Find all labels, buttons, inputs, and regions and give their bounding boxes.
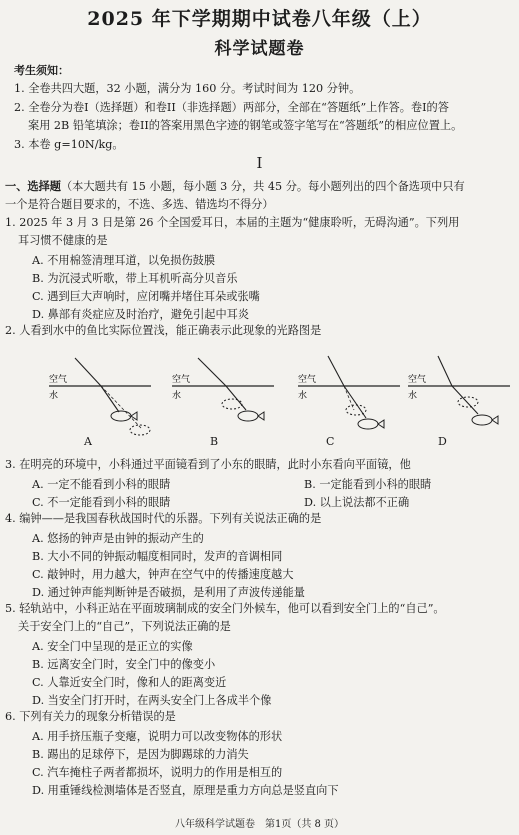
dashed-extension (101, 386, 141, 428)
fish-icon (238, 411, 258, 421)
diagram-a (45, 352, 155, 442)
air-label: 空气 (49, 375, 68, 385)
q5-stem-cont: 关于安全门上的“自己”，下列说法正确的是 (18, 620, 231, 633)
q1-option-c: C. 遇到巨大声响时，应闭嘴并堵住耳朵或张嘴 (32, 290, 260, 303)
q3-option-d: D. 以上说法都不正确 (304, 496, 410, 509)
ray-in-water (101, 386, 119, 412)
diagram-label-b: B (210, 435, 219, 448)
exam-title: 2025 年下学期期中试卷八年级（上） (87, 8, 432, 30)
ray-in-water (226, 386, 246, 410)
q6-option-b: B. 踢出的足球停下，是因为脚踢球的力消失 (32, 748, 249, 761)
paper-subtitle: 科学试题卷 (214, 39, 305, 59)
q5-stem: 5. 轻轨站中，小科正站在平面玻璃制成的安全门外候车，他可以看到安全门上的“自己”。 (5, 602, 445, 615)
ray-in-air (328, 356, 344, 386)
section1-line2: 一个是符合题目要求的，不选、多选、错选均不得分） (5, 198, 274, 211)
fish-image-icon (458, 397, 478, 407)
q1-option-d: D. 鼻部有炎症应及时治疗，避免引起中耳炎 (32, 308, 250, 321)
fish-icon (358, 419, 378, 429)
fish-icon (472, 415, 492, 425)
q3-option-b: B. 一定能看到小科的眼睛 (304, 478, 432, 491)
fish-image-icon (346, 405, 366, 415)
q5-option-a: A. 安全门中呈现的是正立的实像 (32, 640, 193, 653)
diagram-label-c: C (326, 435, 335, 448)
q6-option-c: C. 汽车掩柱子两者都损坏，说明力的作用是相互的 (32, 766, 283, 779)
q3-option-c: C. 不一定能看到小科的眼睛 (32, 496, 171, 509)
ray-in-water (452, 386, 478, 414)
q6-option-a: A. 用手挤压瓶子变瘪，说明力可以改变物体的形状 (32, 730, 283, 743)
diagram-c (294, 352, 404, 442)
q4-option-a: A. 悠扬的钟声是由钟的振动产生的 (32, 532, 204, 545)
ray-in-air (198, 358, 226, 386)
notice-item-3: 3. 本卷 g=10N/kg。 (14, 138, 124, 151)
diagram-label-a: A (84, 435, 92, 448)
notice-item-1: 1. 全卷共四大题，32 小题，满分为 160 分。考试时间为 120 分钟。 (14, 82, 361, 95)
fish-image-icon (222, 399, 242, 409)
q1-option-b: B. 为沉浸式听歌，带上耳机听高分贝音乐 (32, 272, 238, 285)
fish-tail (258, 412, 264, 420)
fish-tail (492, 416, 498, 424)
ray-in-air (438, 356, 452, 386)
water-label: 水 (408, 391, 418, 401)
air-label: 空气 (172, 375, 191, 385)
fish-tail (378, 420, 384, 428)
q6-stem: 6. 下列有关力的现象分析错误的是 (5, 710, 176, 723)
air-label: 空气 (408, 375, 427, 385)
ray-in-air (75, 358, 101, 386)
notice-item-2-cont: 案用 2B 铅笔填涂；卷II的答案用黑色字迹的钢笔或签字笔写在“答题纸”的相应位置上。 (28, 119, 463, 132)
diagram-b (168, 352, 278, 442)
q3-option-a: A. 一定不能看到小科的眼睛 (32, 478, 171, 491)
section1-desc: （本大题共有 15 小题，每小题 3 分，共 45 分。每小题列出的四个备选项中只有 (60, 180, 465, 193)
q4-option-d: D. 通过钟声能判断钟是否破损，是利用了声波传递能量 (32, 586, 305, 599)
q5-option-b: B. 远离安全门时，安全门中的像变小 (32, 658, 216, 671)
water-label: 水 (298, 391, 308, 401)
fish-icon (111, 411, 131, 421)
q4-option-b: B. 大小不同的钟振动幅度相同时，发声的音调相同 (32, 550, 283, 563)
q5-option-d: D. 当安全门打开时，在两头安全门上各成半个像 (32, 694, 272, 707)
section-roman-numeral: I (256, 154, 263, 172)
q1-stem: 1. 2025 年 3 月 3 日是第 26 个全国爱耳日，本届的主题为“健康聆听，无碍沟通”。下列用 (5, 216, 460, 229)
q2-stem: 2. 人看到水中的鱼比实际位置浅，能正确表示此现象的光路图是 (5, 324, 322, 337)
q1-option-a: A. 不用棉签清理耳道，以免损伤鼓膜 (32, 254, 216, 267)
q1-stem-cont: 耳习惯不健康的是 (18, 234, 108, 247)
q2-diagrams (0, 352, 519, 452)
section1-line1 (5, 180, 465, 193)
q4-option-c: C. 敲钟时，用力越大，钟声在空气中的传播速度越大 (32, 568, 294, 581)
air-label: 空气 (298, 375, 317, 385)
page-footer: 八年级科学试题卷 第1页（共 8 页） (174, 819, 345, 830)
q3-stem: 3. 在明亮的环境中，小科通过平面镜看到了小东的眼睛，此时小东看向平面镜，他 (5, 458, 411, 471)
section1-label: 一、选择题 (5, 179, 61, 193)
notice-heading: 考生须知： (14, 64, 69, 77)
q5-option-c: C. 人靠近安全门时，像和人的距离变近 (32, 676, 227, 689)
q6-option-d: D. 用重锤线检测墙体是否竖直，原理是重力方向总是竖直向下 (32, 784, 339, 797)
diagram-label-d: D (438, 435, 447, 448)
q4-stem: 4. 编钟——是我国春秋战国时代的乐器。下列有关说法正确的是 (5, 512, 322, 525)
water-label: 水 (172, 391, 182, 401)
diagram-d (404, 352, 514, 442)
water-label: 水 (49, 391, 59, 401)
notice-item-2: 2. 全卷分为卷I（选择题）和卷II（非选择题）两部分，全部在“答题纸”上作答。卷I的答 (14, 101, 449, 114)
